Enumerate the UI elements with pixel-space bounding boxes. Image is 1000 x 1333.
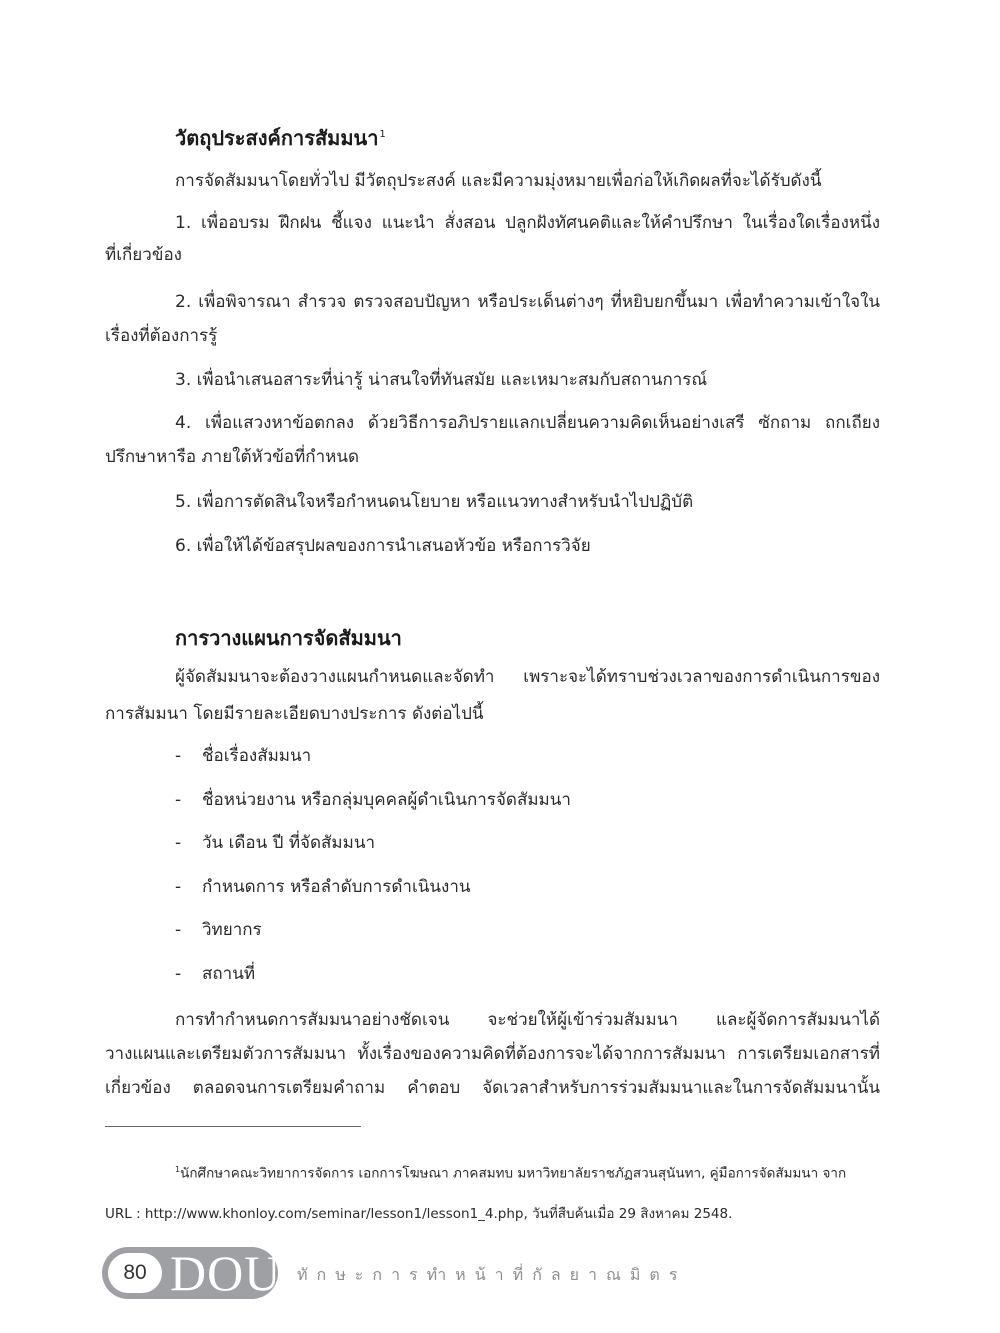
objective-item-3: 3. เพื่อนำเสนอสาระที่น่ารู้ น่าสนใจที่ทันสมัย และเหมาะสมกับสถานการณ์ [175, 370, 708, 390]
bullet-text: สถานที่ [202, 964, 256, 984]
bullet-dash: - [175, 877, 182, 897]
objective-item-4-cont: ปรึกษาหารือ ภายใต้หัวข้อที่กำหนด [105, 447, 360, 467]
page-number: 80 [108, 1253, 162, 1293]
section-heading-objectives: วัตถุประสงค์การสัมมนา$^1$ [175, 126, 386, 150]
footnote-text: นักศึกษาคณะวิทยาการจัดการ เอกการโฆษณา ภาคสมทบ มหาวิทยาลัยราชภัฏสวนสุนันทา, คู่มือการจัดสัมมนา จาก [180, 1165, 847, 1182]
objective-item-6: 6. เพื่อให้ได้ข้อสรุปผลของการนำเสนอหัวข้อ หรือการวิจัย [175, 536, 591, 556]
bullet-text: กำหนดการ หรือลำดับการดำเนินงาน [202, 877, 471, 897]
objective-item-1-cont: ที่เกี่ยวข้อง [105, 245, 182, 265]
bullet-item-2 [175, 788, 571, 812]
section-heading-planning: การวางแผนการจัดสัมมนา [175, 626, 402, 650]
bullet-dash: - [175, 964, 182, 984]
bullet-text: ชื่อหน่วยงาน หรือกลุ่มบุคคลผู้ดำเนินการจัดสัมมนา [202, 790, 571, 810]
bullet-dash: - [175, 920, 182, 940]
planning-para-line-2: วางแผนและเตรียมตัวการสัมมนา ทั้งเรื่องของความคิดที่ต้องการจะได้จากการสัมมนา การเตรียมเอกสารที่ [105, 1044, 880, 1064]
bullet-dash: - [175, 790, 182, 810]
bullet-item-3 [175, 831, 375, 855]
series-title: ทักษะการทำหน้าที่กัลยาณมิตร [297, 1265, 687, 1284]
footnote-number: 1 [175, 1165, 181, 1174]
footnote-marker: 1 [379, 129, 386, 141]
footnote-divider [105, 1126, 361, 1127]
planning-para-line-1: การทำกำหนดการสัมมนาอย่างชัดเจน จะช่วยให้ผู้เข้าร่วมสัมมนา และผู้จัดการสัมมนาได้ [175, 1010, 880, 1030]
bullet-item-1 [175, 744, 311, 768]
objective-item-1: 1. เพื่ออบรม ฝึกฝน ชี้แจง แนะนำ สั่งสอน ปลูกฝังทัศนคติและให้คำปรึกษา ในเรื่องใดเรื่องหนึ่ง [175, 213, 880, 233]
bullet-item-4 [175, 875, 471, 899]
bullet-dash: - [175, 746, 182, 766]
footnote-line-1 [175, 1160, 846, 1184]
dou-logo: DOU [170, 1245, 282, 1301]
bullet-dash: - [175, 833, 182, 853]
bullet-text: วัน เดือน ปี ที่จัดสัมมนา [202, 833, 376, 853]
objective-item-2: 2. เพื่อพิจารณา สำรวจ ตรวจสอบปัญหา หรือประเด็นต่างๆ ที่หยิบยกขึ้นมา เพื่อทำความเข้าใจใน [175, 292, 880, 312]
objective-item-5: 5. เพื่อการตัดสินใจหรือกำหนดนโยบาย หรือแนวทางสำหรับนำไปปฏิบัติ [175, 492, 694, 512]
bullet-text: วิทยากร [202, 920, 262, 940]
footnote-line-2: URL : http://www.khonloy.com/seminar/lesson1/lesson1_4.php, วันที่สืบค้นเมื่อ 29 สิงหาคม 2548. [105, 1206, 733, 1222]
bullet-item-5 [175, 918, 262, 942]
planning-intro-line-2: การสัมมนา โดยมีรายละเอียดบางประการ ดังต่อไปนี้ [105, 704, 484, 724]
objective-item-4: 4. เพื่อแสวงหาข้อตกลง ด้วยวิธีการอภิปรายแลกเปลี่ยนความคิดเห็นอย่างเสรี ซักถาม ถกเถียง [175, 413, 880, 433]
objectives-intro: การจัดสัมมนาโดยทั่วไป มีวัตถุประสงค์ และมีความมุ่งหมายเพื่อก่อให้เกิดผลที่จะได้รับดังนี้ [175, 171, 822, 191]
bullet-item-6 [175, 962, 255, 986]
planning-intro-line-1: ผู้จัดสัมมนาจะต้องวางแผนกำหนดและจัดทำ เพราะจะได้ทราบช่วงเวลาของการดำเนินการของ [175, 667, 880, 687]
planning-para-line-3: เกี่ยวข้อง ตลอดจนการเตรียมคำถาม คำตอบ จัดเวลาสำหรับการร่วมสัมมนาและในการจัดสัมมนานั้น [105, 1078, 880, 1098]
bullet-text: ชื่อเรื่องสัมมนา [202, 746, 312, 766]
objective-item-2-cont: เรื่องที่ต้องการรู้ [105, 326, 218, 346]
